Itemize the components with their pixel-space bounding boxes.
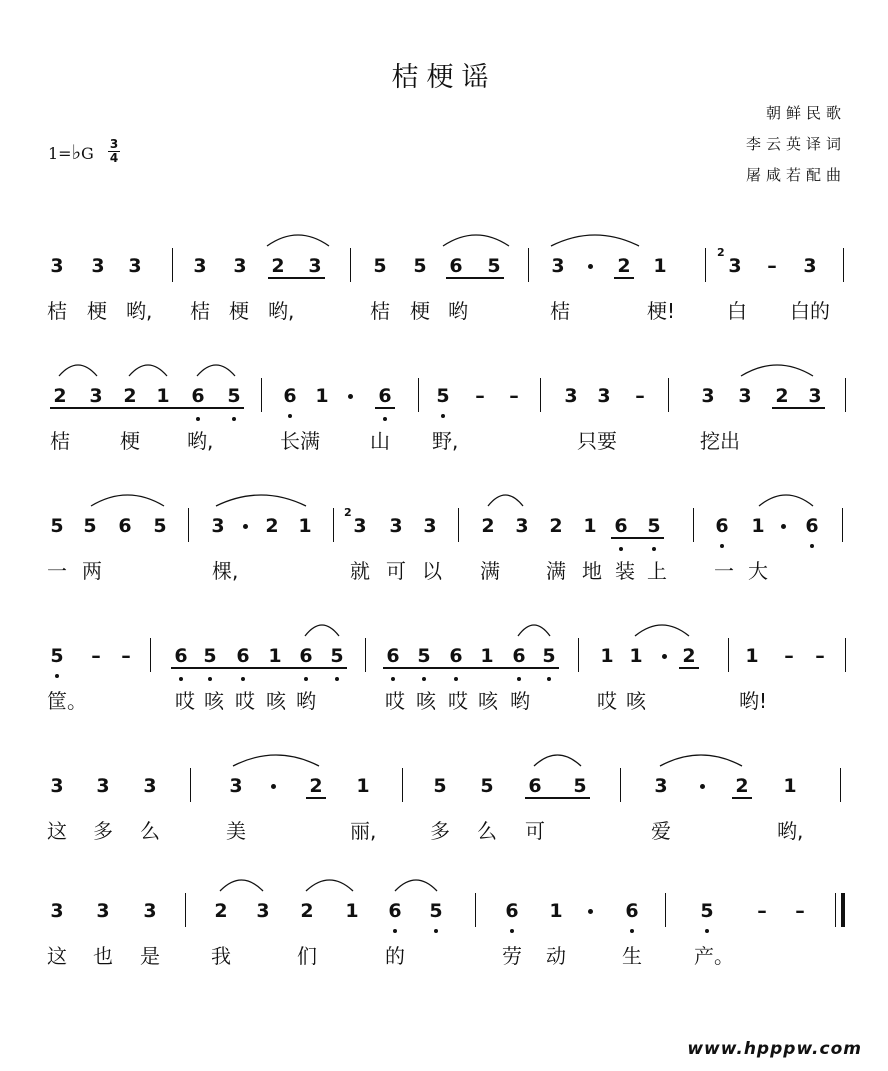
lyric: 多 xyxy=(93,819,113,843)
note: 5 xyxy=(222,384,246,408)
lyric: 哎 xyxy=(235,689,255,713)
lyric: 哟 xyxy=(510,689,530,713)
lyric: 筐。 xyxy=(47,689,87,713)
note: 5 xyxy=(537,644,561,668)
note: 5 xyxy=(424,899,448,923)
note: 3 xyxy=(551,255,565,277)
note: 1 xyxy=(268,645,282,667)
lyric: 白 xyxy=(727,299,747,323)
note: 5 xyxy=(45,644,69,668)
slur-arc xyxy=(128,358,168,378)
low-octave-dot xyxy=(810,544,814,548)
low-octave-dot xyxy=(705,929,709,933)
eighth-beam xyxy=(50,407,244,409)
eighth-beam xyxy=(306,797,326,799)
score-row xyxy=(0,640,888,750)
note: 3 xyxy=(738,385,752,407)
note: 1 xyxy=(345,900,359,922)
eighth-beam xyxy=(375,407,395,409)
lyric: 哟! xyxy=(739,689,768,713)
slur-arc xyxy=(266,228,330,248)
barline xyxy=(458,508,459,542)
lyric: 梗 xyxy=(410,299,430,323)
lyric: 一 xyxy=(714,559,734,583)
note: 6 xyxy=(449,255,463,277)
barline xyxy=(402,768,403,802)
barline xyxy=(665,893,666,927)
note: 6 xyxy=(444,644,468,668)
key-signature xyxy=(48,140,94,164)
lyric: 装 xyxy=(615,559,635,583)
score-row xyxy=(0,506,888,620)
low-octave-dot xyxy=(391,677,395,681)
slur-arc xyxy=(517,618,551,638)
note: 3 xyxy=(423,515,437,537)
eighth-beam xyxy=(171,667,347,669)
lyric: 爱 xyxy=(651,819,671,843)
low-octave-dot xyxy=(393,929,397,933)
barline xyxy=(845,638,846,672)
lyric: 产。 xyxy=(694,944,734,968)
lyric: 长满 xyxy=(280,429,320,453)
note: 3 xyxy=(515,515,529,537)
lyric: 棵, xyxy=(212,559,239,583)
slur-arc xyxy=(758,488,814,508)
lyric: 梗! xyxy=(647,299,676,323)
note: 3 xyxy=(808,385,822,407)
note: 3 xyxy=(50,775,64,797)
note: 3 xyxy=(803,255,817,277)
note: 1 xyxy=(549,900,563,922)
augmentation-dot xyxy=(348,394,353,399)
lyric: 白的 xyxy=(790,299,830,323)
note: – xyxy=(635,385,645,407)
barline xyxy=(728,638,729,672)
note: 2 xyxy=(549,515,563,537)
augmentation-dot xyxy=(662,654,667,659)
lyric: 丽, xyxy=(350,819,377,843)
lyric: 桔 xyxy=(550,299,570,323)
note: 2 xyxy=(481,515,495,537)
slur-arc xyxy=(232,748,320,768)
note: 6 xyxy=(294,644,318,668)
credits xyxy=(746,98,846,191)
note: 5 xyxy=(431,384,455,408)
barline xyxy=(528,248,529,282)
eighth-beam xyxy=(732,797,752,799)
note: 6 xyxy=(710,514,734,538)
slur-arc xyxy=(442,228,510,248)
barline xyxy=(540,378,541,412)
lyric: 哎 xyxy=(385,689,405,713)
augmentation-dot xyxy=(243,524,248,529)
note: 6 xyxy=(373,384,397,408)
low-octave-dot xyxy=(304,677,308,681)
note: 3 xyxy=(193,255,207,277)
lyric: 么 xyxy=(477,819,497,843)
lyric: 哟, xyxy=(268,299,295,323)
note: 3 xyxy=(654,775,668,797)
low-octave-dot xyxy=(196,417,200,421)
note: 3 xyxy=(89,385,103,407)
note: 1 xyxy=(298,515,312,537)
barline xyxy=(475,893,476,927)
note: – xyxy=(757,900,767,922)
augmentation-dot xyxy=(271,784,276,789)
low-octave-dot xyxy=(288,414,292,418)
eighth-beam xyxy=(446,277,504,279)
note: 1 xyxy=(356,775,370,797)
note: 5 xyxy=(480,775,494,797)
lyric: 的 xyxy=(385,944,405,968)
score-row xyxy=(0,380,888,490)
note: 2 xyxy=(617,255,631,277)
barline xyxy=(185,893,186,927)
note: 5 xyxy=(412,644,436,668)
note: 2 xyxy=(300,900,314,922)
lyric: 哟, xyxy=(777,819,804,843)
lyric: 哟 xyxy=(296,689,316,713)
barline xyxy=(845,378,846,412)
barline xyxy=(261,378,262,412)
note: 2 xyxy=(682,645,696,667)
lyric: 也 xyxy=(93,944,113,968)
note: 1 xyxy=(653,255,667,277)
lyric: 上 xyxy=(647,559,667,583)
score-row xyxy=(0,895,888,1005)
slur-arc xyxy=(305,873,354,893)
lyric: 哟 xyxy=(448,299,468,323)
note: 3 xyxy=(256,900,270,922)
volta-marker: 2 xyxy=(717,246,725,259)
lyric: 劳 xyxy=(502,944,522,968)
lyric: 梗 xyxy=(87,299,107,323)
barline xyxy=(350,248,351,282)
note: 3 xyxy=(308,255,322,277)
low-octave-dot xyxy=(434,929,438,933)
lyric: 咳 xyxy=(416,689,436,713)
note: 5 xyxy=(83,515,97,537)
score-row xyxy=(0,770,888,880)
note: 6 xyxy=(169,644,193,668)
slur-arc xyxy=(533,748,582,768)
note: 6 xyxy=(381,644,405,668)
barline xyxy=(840,768,841,802)
barline xyxy=(333,508,334,542)
slur-arc xyxy=(740,358,814,378)
note: 3 xyxy=(50,900,64,922)
note: 3 xyxy=(389,515,403,537)
slur-arc xyxy=(304,618,340,638)
lyric: 桔 xyxy=(47,299,67,323)
key-prefix: 1= xyxy=(48,144,72,163)
lyric: 我 xyxy=(211,944,231,968)
augmentation-dot xyxy=(588,909,593,914)
low-octave-dot xyxy=(422,677,426,681)
barline xyxy=(188,508,189,542)
time-top: 3 xyxy=(109,137,119,151)
note: 6 xyxy=(186,384,210,408)
lyric: 可 xyxy=(525,819,545,843)
note: 3 xyxy=(96,900,110,922)
lyric: 挖出 xyxy=(700,429,740,453)
note: 3 xyxy=(233,255,247,277)
barline xyxy=(668,378,669,412)
lyric: 可 xyxy=(386,559,406,583)
augmentation-dot xyxy=(588,264,593,269)
low-octave-dot xyxy=(241,677,245,681)
lyric: 美 xyxy=(226,819,246,843)
lyric: 哎 xyxy=(448,689,468,713)
eighth-beam xyxy=(614,277,634,279)
credit-lyricist: 李云英译词 xyxy=(745,135,846,153)
watermark: www.hpppw.com xyxy=(687,1039,862,1059)
lyric: 以 xyxy=(422,559,442,583)
volta-marker: 2 xyxy=(344,506,352,519)
note: 6 xyxy=(800,514,824,538)
note: 5 xyxy=(373,255,387,277)
note: 1 xyxy=(315,385,329,407)
note: 6 xyxy=(231,644,255,668)
lyric: 只要 xyxy=(577,429,617,453)
low-octave-dot xyxy=(454,677,458,681)
flat-symbol: ♭ xyxy=(71,140,82,164)
lyric: 桔 xyxy=(50,429,70,453)
barline xyxy=(843,248,844,282)
note: 2 xyxy=(735,775,749,797)
eighth-beam xyxy=(268,277,325,279)
low-octave-dot xyxy=(619,547,623,551)
note: 1 xyxy=(156,385,170,407)
note: 5 xyxy=(325,644,349,668)
note: 3 xyxy=(701,385,715,407)
note: – xyxy=(509,385,519,407)
time-signature xyxy=(108,138,120,165)
lyric: 这 xyxy=(47,819,67,843)
time-bottom: 4 xyxy=(109,151,119,165)
note: – xyxy=(475,385,485,407)
score-row xyxy=(0,246,888,360)
note: 2 xyxy=(271,255,285,277)
note: 6 xyxy=(278,384,302,408)
low-octave-dot xyxy=(517,677,521,681)
note: 3 xyxy=(143,900,157,922)
note: 1 xyxy=(629,645,643,667)
note: 3 xyxy=(597,385,611,407)
lyric: 哟, xyxy=(187,429,214,453)
song-title: 桔梗谣 xyxy=(391,62,497,93)
lyric: 生 xyxy=(622,944,642,968)
eighth-beam xyxy=(525,797,590,799)
note: – xyxy=(91,645,101,667)
slur-arc xyxy=(196,358,236,378)
lyric: 桔 xyxy=(370,299,390,323)
lyric: 地 xyxy=(582,559,602,583)
low-octave-dot xyxy=(510,929,514,933)
note: 6 xyxy=(383,899,407,923)
note: 1 xyxy=(783,775,797,797)
low-octave-dot xyxy=(441,414,445,418)
note: – xyxy=(121,645,131,667)
note: 5 xyxy=(433,775,447,797)
barline xyxy=(620,768,621,802)
note: 2 xyxy=(123,385,137,407)
eighth-beam xyxy=(772,407,825,409)
barline xyxy=(842,508,843,542)
lyric: 多 xyxy=(430,819,450,843)
note: 2 xyxy=(53,385,67,407)
lyric: 哎 xyxy=(597,689,617,713)
slur-arc xyxy=(58,358,98,378)
lyric: 们 xyxy=(297,944,317,968)
note: 6 xyxy=(507,644,531,668)
note: 5 xyxy=(695,899,719,923)
low-octave-dot xyxy=(652,547,656,551)
note: 2 xyxy=(265,515,279,537)
lyric: 一 xyxy=(47,559,67,583)
low-octave-dot xyxy=(179,677,183,681)
note: 3 xyxy=(728,255,742,277)
note: 5 xyxy=(50,515,64,537)
credit-composer: 屠咸若配曲 xyxy=(745,166,846,184)
note: 3 xyxy=(128,255,142,277)
lyric: 么 xyxy=(140,819,160,843)
note: 6 xyxy=(528,775,542,797)
note: 2 xyxy=(309,775,323,797)
eighth-beam xyxy=(679,667,699,669)
note: 6 xyxy=(620,899,644,923)
lyric: 就 xyxy=(350,559,370,583)
note: 1 xyxy=(745,645,759,667)
lyric: 野, xyxy=(432,429,459,453)
lyric: 两 xyxy=(82,559,102,583)
lyric: 大 xyxy=(748,559,768,583)
lyric: 满 xyxy=(546,559,566,583)
note: 3 xyxy=(91,255,105,277)
low-octave-dot xyxy=(232,417,236,421)
note: – xyxy=(795,900,805,922)
lyric: 山 xyxy=(370,429,390,453)
note: – xyxy=(815,645,825,667)
slur-arc xyxy=(90,488,165,508)
low-octave-dot xyxy=(383,417,387,421)
barline xyxy=(578,638,579,672)
note: 5 xyxy=(487,255,501,277)
note: 3 xyxy=(211,515,225,537)
slur-arc xyxy=(659,748,743,768)
augmentation-dot xyxy=(781,524,786,529)
slur-arc xyxy=(634,618,690,638)
lyric: 这 xyxy=(47,944,67,968)
lyric: 满 xyxy=(480,559,500,583)
barline xyxy=(418,378,419,412)
eighth-beam xyxy=(611,537,664,539)
note: 1 xyxy=(583,515,597,537)
note: 2 xyxy=(214,900,228,922)
lyric: 咳 xyxy=(266,689,286,713)
barline xyxy=(190,768,191,802)
note: 1 xyxy=(600,645,614,667)
low-octave-dot xyxy=(720,544,724,548)
low-octave-dot xyxy=(55,674,59,678)
lyric: 哟, xyxy=(126,299,153,323)
low-octave-dot xyxy=(630,929,634,933)
lyric: 咳 xyxy=(204,689,224,713)
note: 3 xyxy=(229,775,243,797)
lyric: 梗 xyxy=(120,429,140,453)
note: 3 xyxy=(96,775,110,797)
final-barline xyxy=(841,893,845,927)
lyric: 哎 xyxy=(175,689,195,713)
note: 6 xyxy=(500,899,524,923)
slur-arc xyxy=(487,488,524,508)
note: 1 xyxy=(751,515,765,537)
note: 3 xyxy=(143,775,157,797)
lyric: 是 xyxy=(140,944,160,968)
lyric: 咳 xyxy=(478,689,498,713)
lyric: 动 xyxy=(546,944,566,968)
note: 3 xyxy=(353,515,367,537)
note: 1 xyxy=(480,645,494,667)
barline xyxy=(693,508,694,542)
barline xyxy=(365,638,366,672)
note: 5 xyxy=(413,255,427,277)
low-octave-dot xyxy=(208,677,212,681)
note: 6 xyxy=(609,514,633,538)
note: 6 xyxy=(118,515,132,537)
credit-origin: 朝鲜民歌 xyxy=(765,104,846,122)
barline xyxy=(705,248,706,282)
key-note: G xyxy=(81,144,94,163)
note: 3 xyxy=(50,255,64,277)
note: 5 xyxy=(153,515,167,537)
low-octave-dot xyxy=(547,677,551,681)
barline xyxy=(835,893,836,927)
note: 5 xyxy=(573,775,587,797)
note: – xyxy=(767,255,777,277)
lyric: 梗 xyxy=(229,299,249,323)
note: 2 xyxy=(775,385,789,407)
note: 3 xyxy=(564,385,578,407)
slur-arc xyxy=(215,488,307,508)
lyric: 咳 xyxy=(626,689,646,713)
barline xyxy=(150,638,151,672)
eighth-beam xyxy=(383,667,559,669)
slur-arc xyxy=(219,873,264,893)
note: – xyxy=(784,645,794,667)
slur-arc xyxy=(394,873,438,893)
barline xyxy=(172,248,173,282)
augmentation-dot xyxy=(700,784,705,789)
slur-arc xyxy=(550,228,640,248)
lyric: 桔 xyxy=(190,299,210,323)
note: 5 xyxy=(198,644,222,668)
note: 5 xyxy=(642,514,666,538)
low-octave-dot xyxy=(335,677,339,681)
